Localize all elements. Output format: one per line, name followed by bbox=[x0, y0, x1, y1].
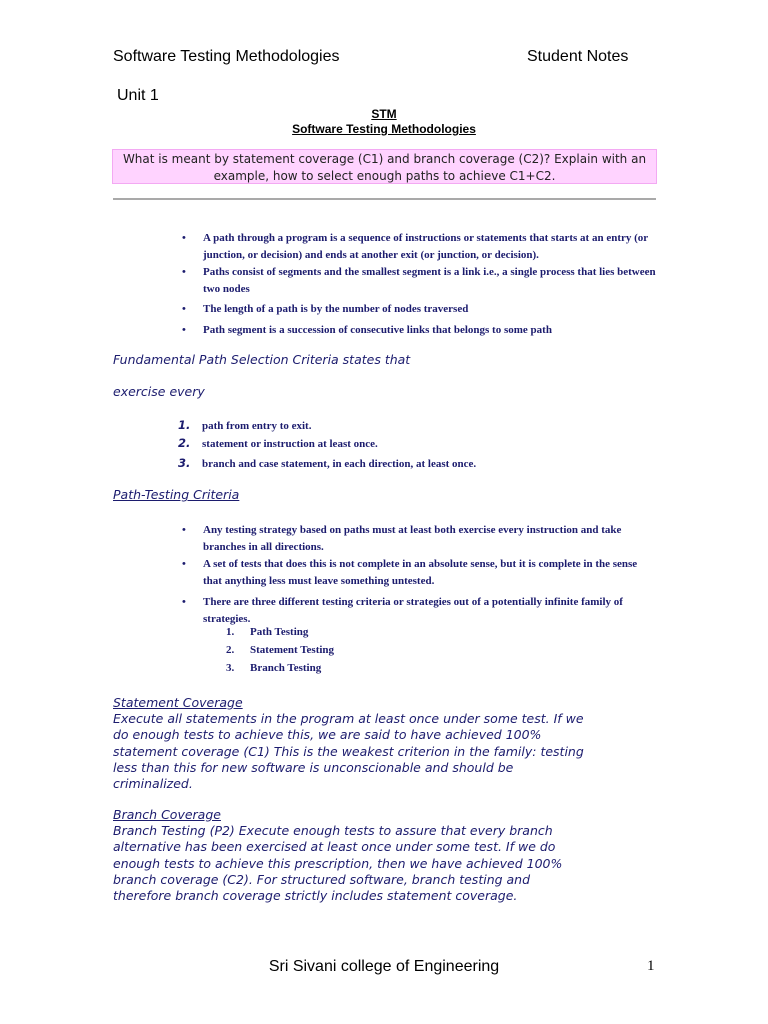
paragraph-line: Execute all statements in the program at least once under some test. If we bbox=[113, 711, 584, 727]
item-text: Branch Testing bbox=[250, 662, 322, 674]
question-box: What is meant by statement coverage (C1) and branch coverage (C2)? Explain with an example, how to select enough paths to achieve C1+C2. bbox=[112, 149, 657, 184]
item-number: 3. bbox=[226, 662, 235, 674]
header-notes-label: Student Notes bbox=[527, 48, 629, 65]
strategy-list bbox=[226, 624, 526, 677]
list-item bbox=[178, 456, 618, 473]
branch-coverage-section bbox=[113, 807, 673, 904]
list-item bbox=[226, 660, 526, 677]
list-item: • A set of tests that does this is not complete in an absolute sense, but it is complete in the sense that anything less must leave something untested. bbox=[176, 556, 656, 590]
paragraph-line: do enough tests to achieve this, we are said to have achieved 100% bbox=[113, 727, 542, 743]
item-number: 3. bbox=[178, 456, 191, 470]
item-number: 1. bbox=[178, 418, 191, 432]
item-text: branch and case statement, in each direction, at least once. bbox=[202, 458, 477, 470]
header-course-title: Software Testing Methodologies bbox=[113, 48, 340, 65]
divider-rule bbox=[113, 198, 656, 200]
list-item: • Any testing strategy based on paths must at least both exercise every instruction and take branches in all directions. bbox=[176, 522, 656, 556]
item-text: statement or instruction at least once. bbox=[202, 438, 378, 450]
statement-coverage-heading: Statement Coverage bbox=[113, 695, 243, 710]
paragraph-line: enough tests to achieve this prescription, then we have achieved 100% bbox=[113, 855, 563, 871]
paragraph-line: less than this for new software is unconscionable and should be bbox=[113, 759, 514, 775]
page-number: 1 bbox=[647, 958, 655, 974]
list-item: • There are three different testing criteria or strategies out of a potentially infinite family of strategies. bbox=[176, 594, 656, 628]
fundamental-heading: Fundamental Path Selection Criteria states that bbox=[113, 352, 411, 367]
list-item: • A path through a program is a sequence of instructions or statements that starts at an entry (or junction, or decision) and ends at another exit (or junction, or decision). bbox=[176, 230, 656, 264]
branch-coverage-heading: Branch Coverage bbox=[113, 807, 221, 822]
doc-title-full: Software Testing Methodologies bbox=[292, 122, 476, 136]
paragraph-line: statement coverage (C1) This is the weakest criterion in the family: testing bbox=[113, 743, 584, 759]
doc-title-short: STM bbox=[371, 107, 397, 121]
paragraph-line: Branch Testing (P2) Execute enough tests to assure that every branch bbox=[113, 823, 553, 839]
list-item: • The length of a path is by the number of nodes traversed bbox=[176, 301, 656, 318]
list-item bbox=[226, 642, 526, 659]
criteria-list bbox=[178, 418, 618, 473]
paragraph-line: branch coverage (C2). For structured software, branch testing and bbox=[113, 871, 531, 887]
path-testing-heading: Path-Testing Criteria bbox=[113, 487, 240, 502]
list-item: • Paths consist of segments and the smallest segment is a link i.e., a single process that lies between two nodes bbox=[176, 264, 656, 298]
list-item bbox=[178, 418, 618, 435]
item-text: Path Testing bbox=[250, 626, 309, 638]
statement-coverage-section bbox=[113, 695, 673, 792]
item-number: 1. bbox=[226, 626, 235, 638]
item-text: path from entry to exit. bbox=[202, 420, 312, 432]
item-number: 2. bbox=[226, 644, 235, 656]
footer-college: Sri Sivani college of Engineering bbox=[268, 958, 500, 975]
unit-label: Unit 1 bbox=[117, 87, 159, 104]
fundamental-subheading: exercise every bbox=[113, 384, 205, 399]
paragraph-line: criminalized. bbox=[113, 776, 193, 792]
list-item bbox=[178, 436, 618, 453]
list-item: • Path segment is a succession of consecutive links that belongs to some path bbox=[176, 322, 656, 339]
path-testing-list bbox=[176, 522, 656, 628]
item-number: 2. bbox=[178, 436, 191, 450]
list-item bbox=[226, 624, 526, 641]
path-definition-list bbox=[176, 230, 656, 339]
item-text: Statement Testing bbox=[250, 644, 335, 656]
paragraph-line: alternative has been exercised at least once under some test. If we do bbox=[113, 839, 556, 855]
paragraph-line: therefore branch coverage strictly includes statement coverage. bbox=[113, 888, 518, 904]
